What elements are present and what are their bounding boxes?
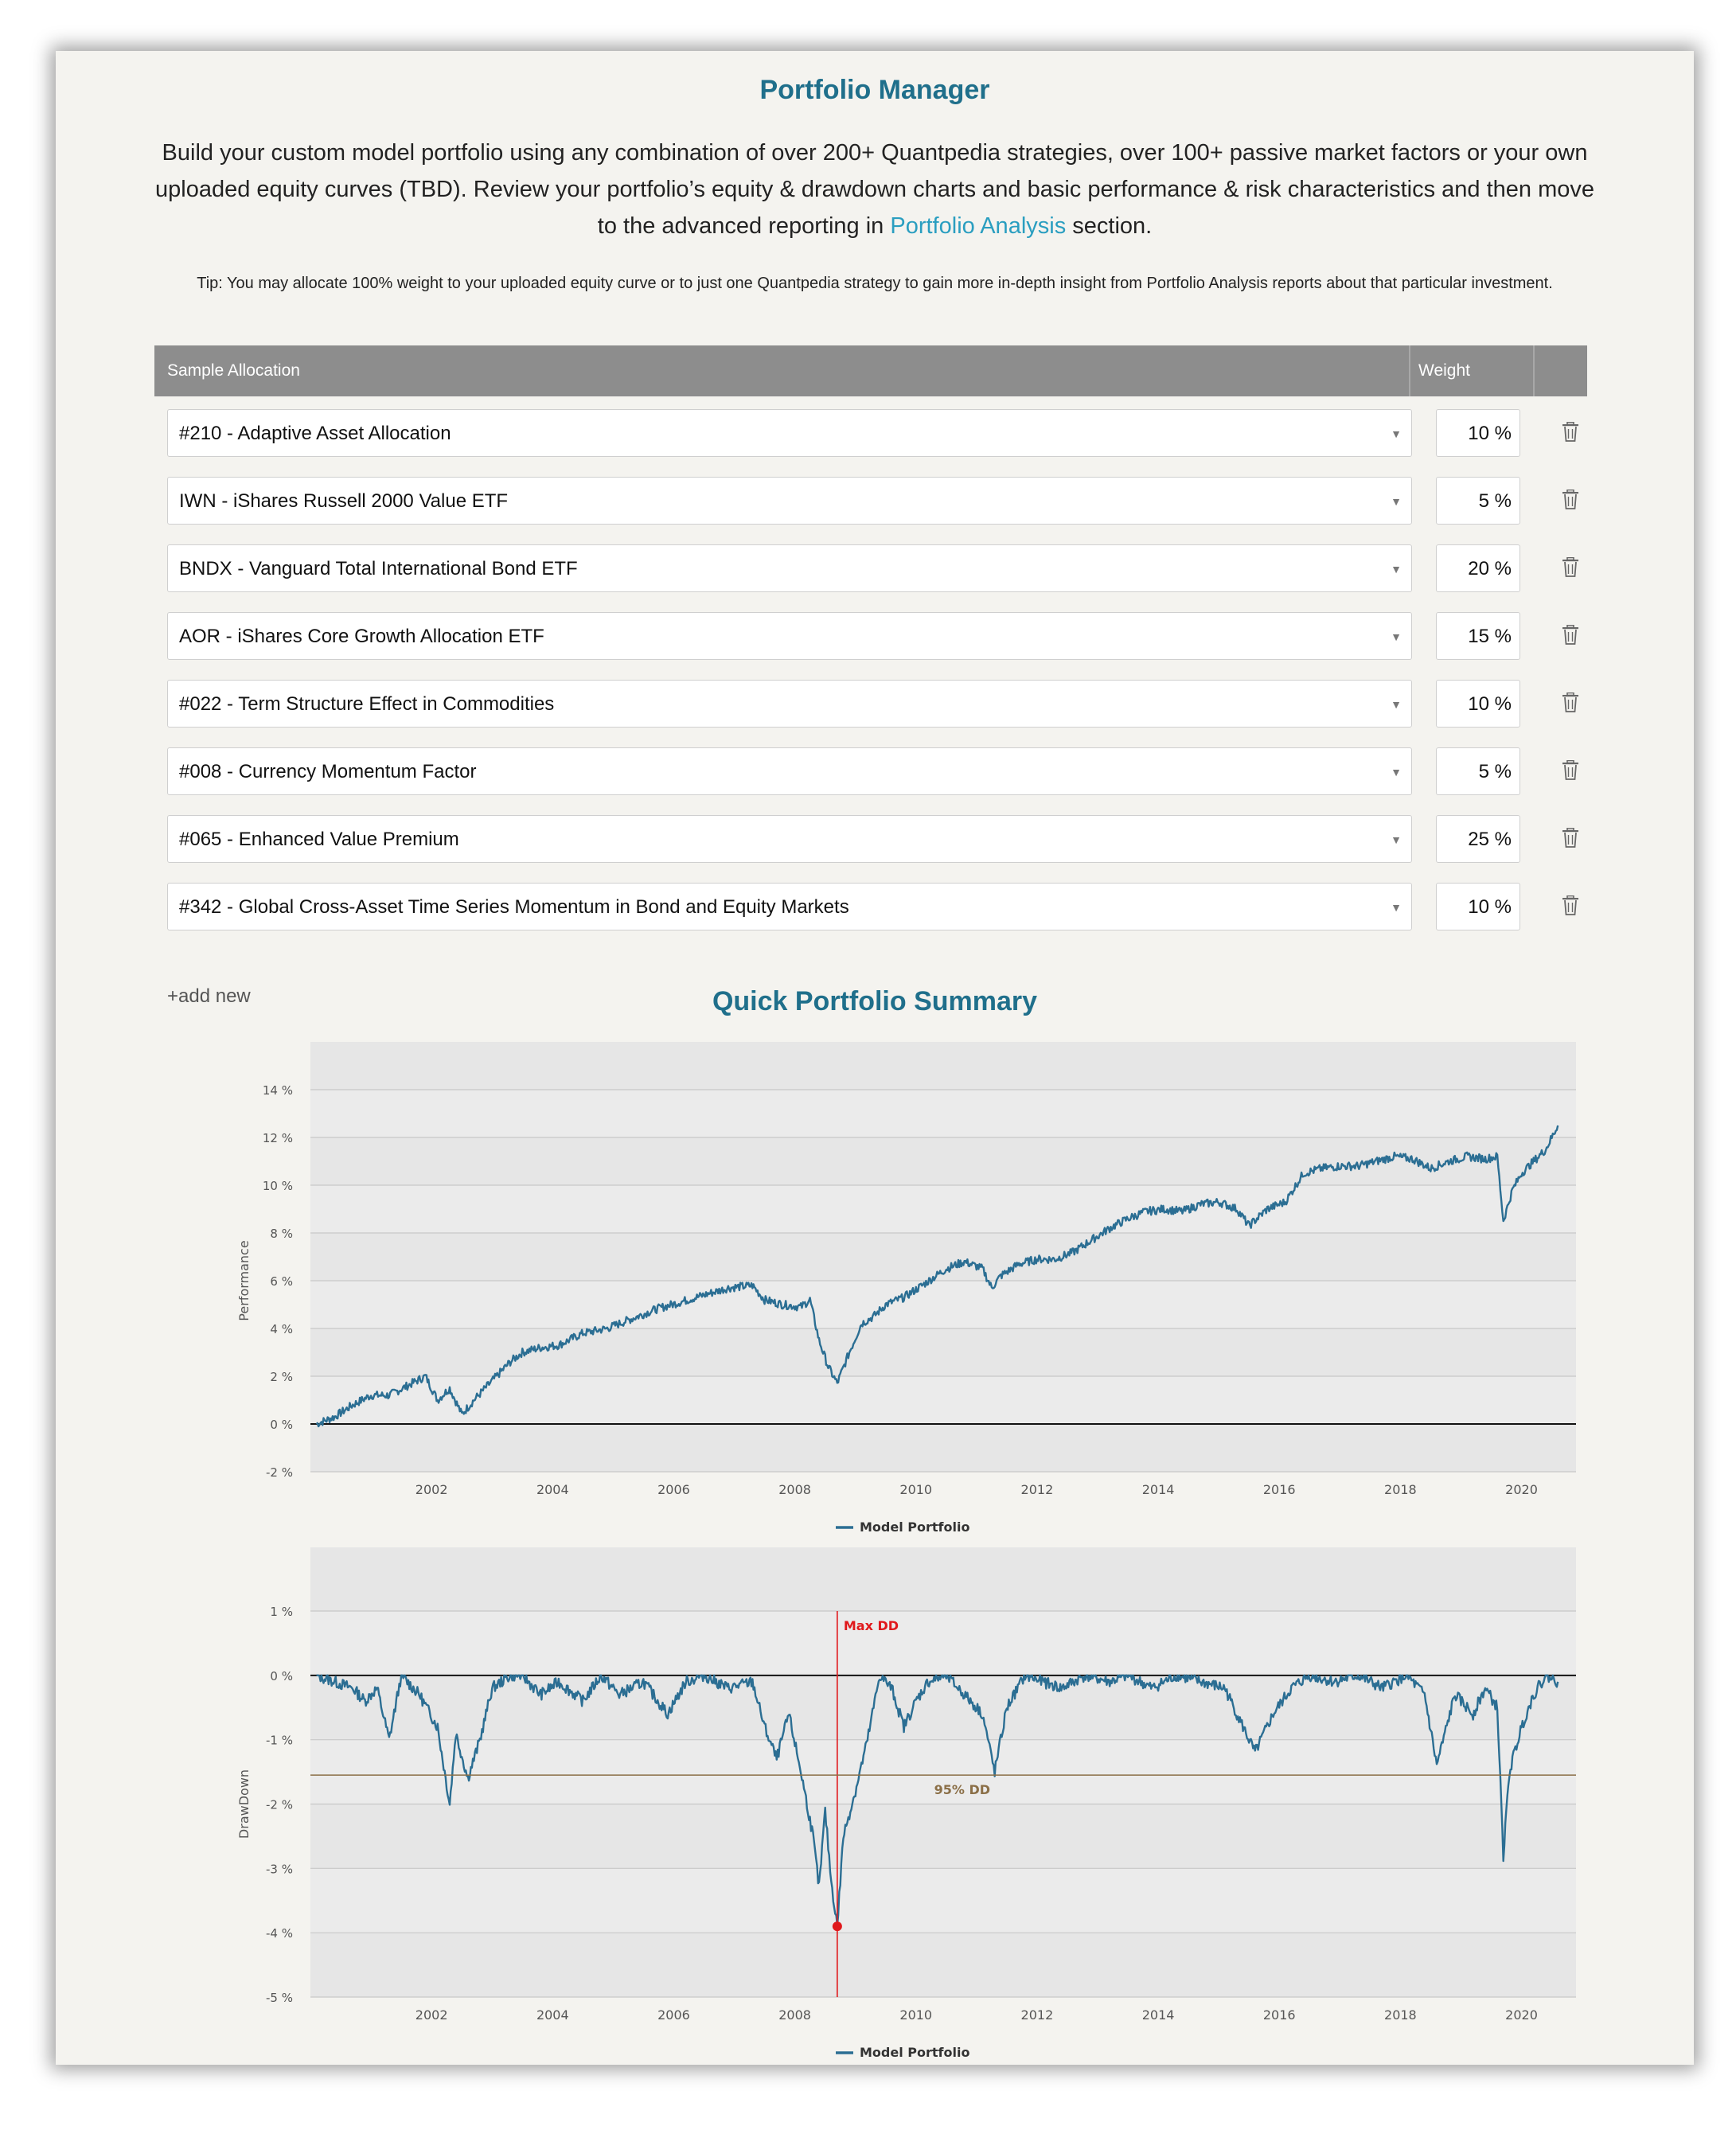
grid-band: [310, 1042, 1576, 1090]
allocation-row: [154, 680, 1587, 731]
x-tick-label: 2010: [899, 1482, 933, 1497]
max-dd-point: [833, 1921, 842, 1931]
add-new-link[interactable]: +add new: [167, 985, 251, 1007]
y-tick-label: -5 %: [266, 1991, 293, 2005]
strategy-select[interactable]: [167, 680, 1412, 728]
x-tick-label: 2008: [778, 2007, 811, 2023]
allocation-row: [154, 612, 1587, 663]
weight-input[interactable]: [1436, 409, 1520, 457]
y-tick-label: -1 %: [266, 1733, 293, 1748]
caret-down-icon: ▼: [1391, 833, 1402, 846]
x-tick-label: 2014: [1141, 2007, 1175, 2023]
strategy-select-value: #008 - Currency Momentum Factor: [179, 761, 477, 782]
trash-icon[interactable]: [1562, 895, 1579, 916]
strategy-select-value: #065 - Enhanced Value Premium: [179, 829, 459, 850]
x-tick-label: 2018: [1384, 2007, 1417, 2023]
trash-icon[interactable]: [1562, 557, 1579, 578]
trash-icon[interactable]: [1562, 692, 1579, 713]
legend-label: Model Portfolio: [860, 2045, 970, 2060]
portfolio-manager-card: [56, 51, 1694, 2065]
weight-input[interactable]: [1436, 883, 1520, 930]
strategy-select-value: #342 - Global Cross-Asset Time Series Momentum in Bond and Equity Markets: [179, 896, 849, 918]
allocation-row: [154, 477, 1587, 528]
x-tick-label: 2012: [1020, 1482, 1054, 1497]
weight-input[interactable]: [1436, 612, 1520, 660]
trash-icon[interactable]: [1562, 760, 1579, 781]
x-tick-label: 2006: [657, 1482, 690, 1497]
weight-value: 20 %: [1468, 558, 1512, 579]
weight-value: 10 %: [1468, 693, 1512, 715]
strategy-select[interactable]: [167, 883, 1412, 930]
y-axis-label: DrawDown: [236, 1769, 252, 1839]
caret-down-icon: ▼: [1391, 427, 1402, 440]
weight-input[interactable]: [1436, 815, 1520, 863]
trash-icon[interactable]: [1562, 828, 1579, 848]
caret-down-icon: ▼: [1391, 901, 1402, 914]
trash-icon[interactable]: [1562, 490, 1579, 510]
x-tick-label: 2002: [415, 1482, 448, 1497]
weight-value: 5 %: [1478, 761, 1512, 782]
y-tick-label: 12 %: [262, 1131, 293, 1145]
performance-chart: [159, 1030, 1608, 1539]
strategy-select[interactable]: [167, 747, 1412, 795]
y-tick-label: 4 %: [270, 1322, 293, 1336]
x-tick-label: 2006: [657, 2007, 690, 2023]
trash-icon[interactable]: [1562, 625, 1579, 646]
max-dd-label: Max DD: [843, 1618, 899, 1633]
grid-band: [310, 1933, 1576, 1997]
summary-title: Quick Portfolio Summary: [712, 986, 1038, 1016]
weight-input[interactable]: [1436, 477, 1520, 525]
grid-band: [310, 1424, 1576, 1472]
weight-value: 15 %: [1468, 626, 1512, 647]
strategy-select[interactable]: [167, 409, 1412, 457]
x-tick-label: 2020: [1505, 1482, 1538, 1497]
weight-input[interactable]: [1436, 544, 1520, 592]
caret-down-icon: ▼: [1391, 563, 1402, 575]
x-tick-label: 2008: [778, 1482, 811, 1497]
y-tick-label: 8 %: [270, 1227, 293, 1241]
legend-label: Model Portfolio: [860, 1519, 970, 1535]
x-tick-label: 2018: [1384, 1482, 1417, 1497]
trash-icon[interactable]: [1562, 422, 1579, 443]
caret-down-icon: ▼: [1391, 766, 1402, 778]
intro-text: [151, 135, 1598, 244]
y-tick-label: 0 %: [270, 1418, 293, 1432]
weight-value: 10 %: [1468, 896, 1512, 918]
column-weight: Weight: [1418, 361, 1470, 380]
dd95-label: 95% DD: [934, 1782, 991, 1798]
y-tick-label: -2 %: [266, 1465, 293, 1480]
weight-input[interactable]: [1436, 747, 1520, 795]
allocation-row: [154, 544, 1587, 595]
y-tick-label: 1 %: [270, 1605, 293, 1619]
x-tick-label: 2014: [1141, 1482, 1175, 1497]
column-sample-allocation: Sample Allocation: [167, 361, 300, 380]
page-title: Portfolio Manager: [759, 75, 990, 105]
strategy-select[interactable]: [167, 477, 1412, 525]
intro-text-before: Build your custom model portfolio using any combination of over 200+ Quantpedia strategies, over 100+ passive market factors or your own uploaded equity curves (TBD). Review your portfolio’s equity & drawdown charts and basic performance & risk characteristics and then move to the advanced reporting in: [155, 140, 1594, 239]
x-tick-label: 2004: [536, 2007, 569, 2023]
allocation-row: [154, 815, 1587, 866]
strategy-select-value: BNDX - Vanguard Total International Bond ETF: [179, 558, 578, 579]
y-tick-label: 0 %: [270, 1668, 293, 1683]
strategy-select-value: #210 - Adaptive Asset Allocation: [179, 423, 451, 444]
y-tick-label: 2 %: [270, 1370, 293, 1384]
allocation-row: [154, 883, 1587, 934]
allocation-table-header: [154, 345, 1587, 396]
y-tick-label: -4 %: [266, 1926, 293, 1941]
y-tick-label: -3 %: [266, 1862, 293, 1877]
strategy-select-value: #022 - Term Structure Effect in Commodities: [179, 693, 555, 715]
x-tick-label: 2010: [899, 2007, 933, 2023]
allocation-row: [154, 409, 1587, 460]
x-tick-label: 2016: [1262, 1482, 1296, 1497]
x-tick-label: 2002: [415, 2007, 448, 2023]
strategy-select[interactable]: [167, 815, 1412, 863]
grid-band: [310, 1804, 1576, 1869]
y-tick-label: 10 %: [262, 1179, 293, 1193]
strategy-select[interactable]: [167, 544, 1412, 592]
x-tick-label: 2016: [1262, 2007, 1296, 2023]
caret-down-icon: ▼: [1391, 630, 1402, 643]
x-tick-label: 2004: [536, 1482, 569, 1497]
strategy-select-value: AOR - iShares Core Growth Allocation ETF: [179, 626, 544, 647]
x-tick-label: 2020: [1505, 2007, 1538, 2023]
weight-value: 5 %: [1478, 490, 1512, 512]
allocation-row: [154, 747, 1587, 798]
y-tick-label: 14 %: [262, 1083, 293, 1098]
x-tick-label: 2012: [1020, 2007, 1054, 2023]
tip-text: Tip: You may allocate 100% weight to your uploaded equity curve or to just one Quantpedia strategy to gain more in-depth insight from Portfolio Analysis reports about that particular investment.: [197, 275, 1553, 292]
portfolio-analysis-link[interactable]: Portfolio Analysis: [890, 213, 1067, 239]
weight-value: 10 %: [1468, 423, 1512, 444]
caret-down-icon: ▼: [1391, 495, 1402, 508]
strategy-select-value: IWN - iShares Russell 2000 Value ETF: [179, 490, 509, 512]
y-axis-label: Performance: [236, 1240, 252, 1321]
grid-band: [310, 1547, 1576, 1611]
y-tick-label: -2 %: [266, 1797, 293, 1812]
header-divider: [1533, 345, 1535, 396]
header-divider: [1409, 345, 1410, 396]
y-tick-label: 6 %: [270, 1274, 293, 1289]
weight-input[interactable]: [1436, 680, 1520, 728]
strategy-select[interactable]: [167, 612, 1412, 660]
drawdown-chart: [159, 1547, 1608, 2065]
weight-value: 25 %: [1468, 829, 1512, 850]
intro-text-after: section.: [1072, 213, 1153, 239]
caret-down-icon: ▼: [1391, 698, 1402, 711]
